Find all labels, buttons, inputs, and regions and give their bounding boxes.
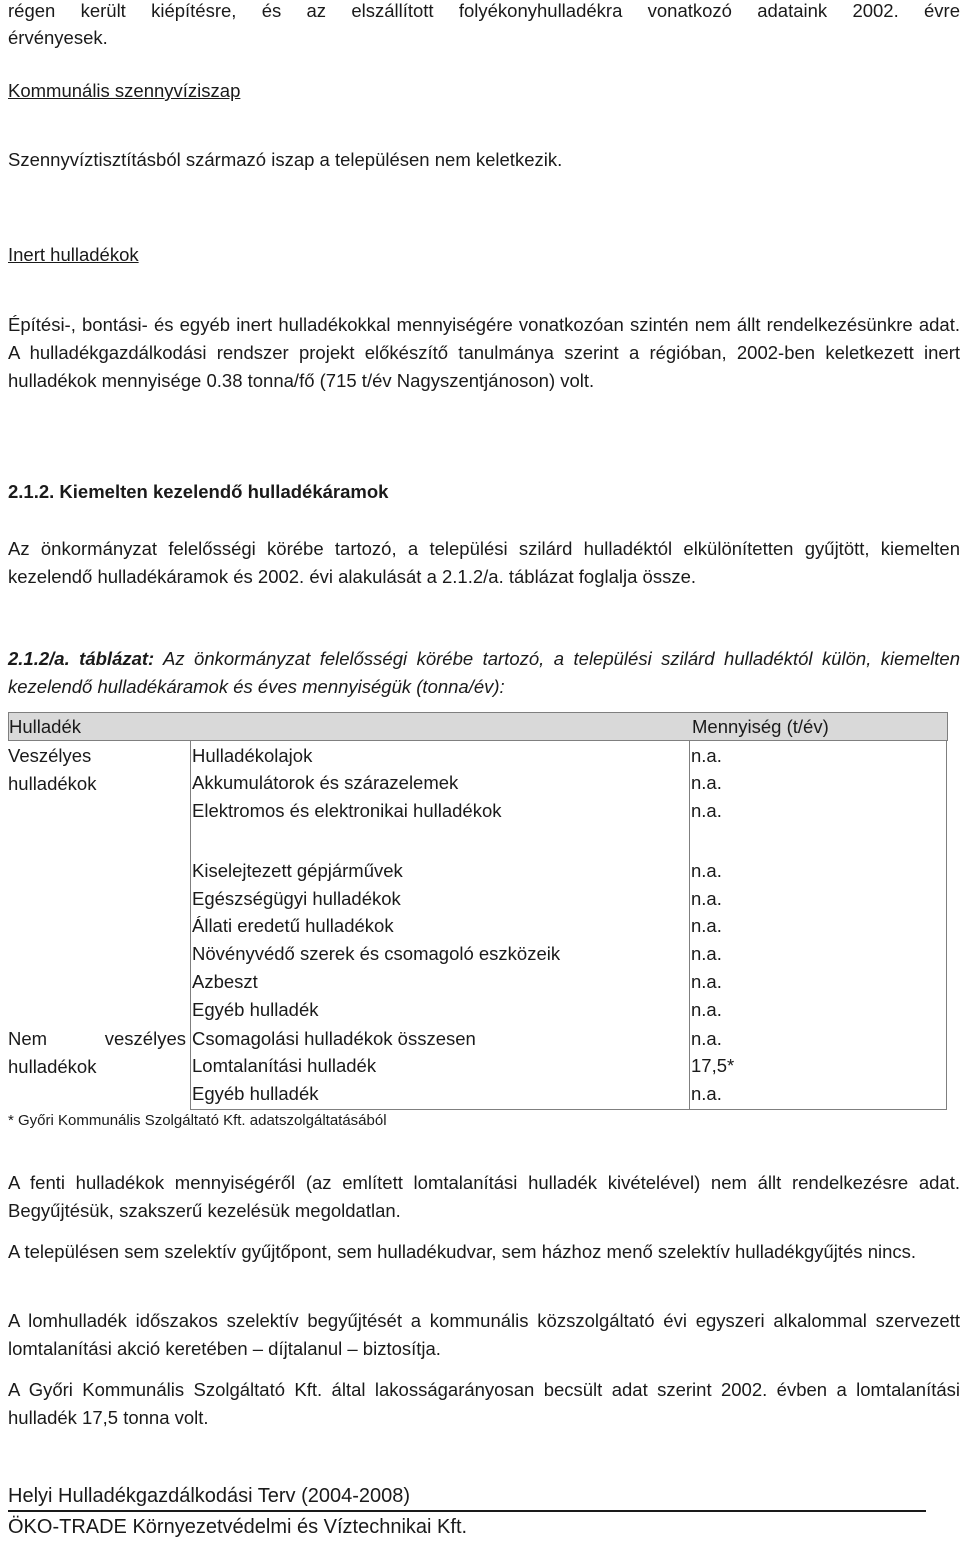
intro-line-1: régen került kiépítésre, és az elszállított folyékonyhulladékra vonatkozó adataink 2002. évre xyxy=(8,0,960,21)
table-header-quantity: Mennyiség (t/év) xyxy=(692,716,829,737)
table-caption-label: 2.1.2/a. táblázat: xyxy=(8,648,155,669)
waste-type: Kiselejtezett gépjárművek xyxy=(192,860,403,881)
waste-quantity: n.a. xyxy=(691,800,722,821)
waste-table xyxy=(8,712,948,1109)
hazardous-group-line-1: Veszélyes xyxy=(8,745,92,766)
waste-type: Hulladékolajok xyxy=(192,745,313,766)
waste-quantity: n.a. xyxy=(691,999,722,1020)
waste-quantity: n.a. xyxy=(691,943,722,964)
closing-paragraph-4: A Győri Kommunális Szolgáltató Kft. által lakosságarányosan becsült adat szerint 2002. évben a lomtalanítási hulladék 17,5 tonna volt. xyxy=(8,1379,960,1428)
waste-quantity: n.a. xyxy=(691,971,722,992)
table-row xyxy=(8,857,948,884)
closing-paragraph-1: A fenti hulladékok mennyiségéről (az említett lomtalanítási hulladék kivételével) nem állt rendelkezésre adat. Begyűjtésük, szakszerű kezelésük megoldatlan. xyxy=(8,1172,960,1221)
table-row xyxy=(8,1080,948,1107)
waste-type: Csomagolási hulladékok összesen xyxy=(192,1028,476,1049)
waste-type: Állati eredetű hulladékok xyxy=(192,915,394,936)
waste-type: Azbeszt xyxy=(192,971,258,992)
table-caption xyxy=(8,645,960,701)
table-row xyxy=(8,968,948,995)
waste-quantity: n.a. xyxy=(691,915,722,936)
inert-heading: Inert hulladékok xyxy=(8,244,139,265)
table-row xyxy=(8,1025,948,1052)
nonhazardous-group-line-2: hulladékok xyxy=(8,1055,97,1077)
table-row xyxy=(8,885,948,912)
waste-type: Elektromos és elektronikai hulladékok xyxy=(192,800,502,821)
table-row xyxy=(8,912,948,939)
table-header-waste: Hulladék xyxy=(9,716,81,737)
closing-paragraph-3: A lomhulladék időszakos szelektív begyűjtését a kommunális közszolgáltató évi egyszeri alkalommal szervezett lomtalanítási akció keretében – díjtalanul – biztosítja. xyxy=(8,1310,960,1359)
waste-quantity: n.a. xyxy=(691,860,722,881)
table-caption-text: Az önkormányzat felelősségi körébe tartozó, a települési szilárd hulladéktól külön, kiemelten kezelendő hulladékáramok és éves mennyiségük (tonna/év): xyxy=(8,648,960,697)
table-row xyxy=(8,742,948,769)
waste-quantity: n.a. xyxy=(691,745,722,766)
waste-type: Egészségügyi hulladékok xyxy=(192,888,401,909)
table-row xyxy=(8,1052,948,1079)
waste-type: Akkumulátorok és szárazelemek xyxy=(192,772,459,793)
waste-type: Lomtalanítási hulladék xyxy=(192,1055,377,1076)
table-row xyxy=(8,940,948,967)
waste-quantity: n.a. xyxy=(691,772,722,793)
sewage-heading: Kommunális szennyvíziszap xyxy=(8,80,241,101)
intro-line-2: érvényesek. xyxy=(8,27,108,48)
inert-text: Építési-, bontási- és egyéb inert hulladékokkal mennyiségére vonatkozóan szintén nem állt rendelkezésünkre adat. A hulladékgazdálkodási rendszer projekt előkészítő tanulmánya szerint a régióban, 2002-ben keletkezett inert hulladékok mennyisége 0.38 tonna/fő (715 t/év Nagyszentjánoson) volt. xyxy=(8,314,960,391)
waste-type: Egyéb hulladék xyxy=(192,999,319,1020)
nonhazardous-group-line-1: Nem veszélyes xyxy=(8,1028,186,1049)
waste-quantity: n.a. xyxy=(691,1083,722,1104)
footer-rule xyxy=(8,1510,926,1512)
footer-company: ÖKO-TRADE Környezetvédelmi és Víztechnikai Kft. xyxy=(8,1516,468,1538)
waste-quantity: n.a. xyxy=(691,888,722,909)
hazardous-group-line-2: hulladékok xyxy=(8,772,97,794)
table-row xyxy=(8,996,948,1023)
waste-quantity: n.a. xyxy=(691,1028,722,1049)
closing-paragraph-2: A településen sem szelektív gyűjtőpont, sem hulladékudvar, sem házhoz menő szelektív hulladékgyűjtés nincs. xyxy=(8,1241,917,1262)
waste-type: Egyéb hulladék xyxy=(192,1083,319,1104)
table-row xyxy=(8,769,948,796)
waste-quantity: 17,5* xyxy=(691,1055,735,1076)
table-header-row xyxy=(8,712,948,741)
special-text: Az önkormányzat felelősségi körébe tartozó, a települési szilárd hulladéktól elkülönítetten gyűjtött, kiemelten kezelendő hulladékáramok és 2002. évi alakulását a 2.1.2/a. táblázat foglalja össze. xyxy=(8,538,960,587)
table-footnote: * Győri Kommunális Szolgáltató Kft. adatszolgáltatásából xyxy=(8,1112,387,1129)
sewage-text: Szennyvíztisztításból származó iszap a településen nem keletkezik. xyxy=(8,149,563,170)
special-heading: 2.1.2. Kiemelten kezelendő hulladékáramok xyxy=(8,481,389,502)
waste-type: Növényvédő szerek és csomagoló eszközeik xyxy=(192,943,561,964)
table-row xyxy=(8,797,948,824)
footer-title: Helyi Hulladékgazdálkodási Terv (2004-2008) xyxy=(8,1485,411,1507)
